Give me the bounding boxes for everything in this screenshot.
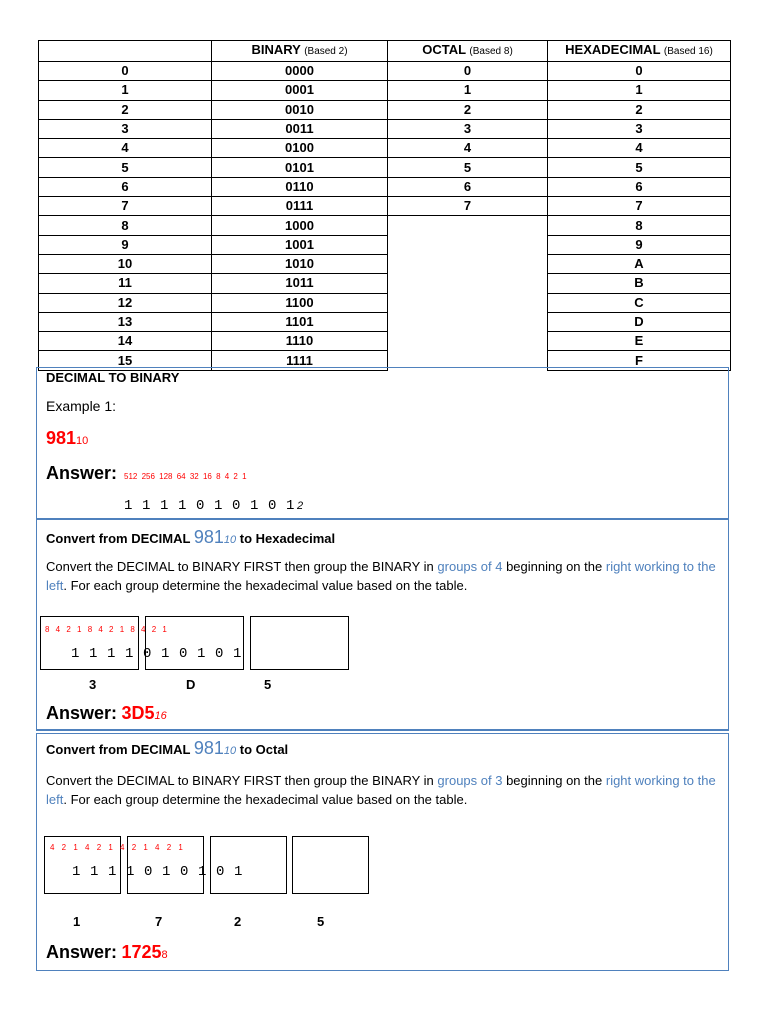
section-title: Convert from DECIMAL 98110 to Hexadecimal bbox=[46, 527, 336, 547]
cell-decimal: 6 bbox=[39, 177, 212, 196]
cell-binary: 1110 bbox=[212, 332, 388, 351]
cell-binary: 1111 bbox=[212, 351, 388, 370]
cell-decimal: 2 bbox=[39, 100, 212, 119]
cell-octal: 5 bbox=[388, 158, 548, 177]
decimal-to-octal-panel bbox=[36, 733, 729, 971]
cell-octal: 4 bbox=[388, 139, 548, 158]
cell-binary: 1101 bbox=[212, 312, 388, 331]
cell-octal: 6 bbox=[388, 177, 548, 196]
table-row bbox=[39, 293, 731, 312]
cell-octal: 2 bbox=[388, 100, 548, 119]
table-row bbox=[39, 100, 731, 119]
cell-decimal: 10 bbox=[39, 254, 212, 273]
group-digit: 3 bbox=[89, 677, 97, 692]
cell-binary: 0100 bbox=[212, 139, 388, 158]
table-row bbox=[39, 139, 731, 158]
cell-decimal: 12 bbox=[39, 293, 212, 312]
cell-hexadecimal: B bbox=[548, 274, 731, 293]
cell-hexadecimal: 3 bbox=[548, 119, 731, 138]
cell-octal: 1 bbox=[388, 81, 548, 100]
cell-hexadecimal: A bbox=[548, 254, 731, 273]
cell-hexadecimal: 8 bbox=[548, 216, 731, 235]
cell-decimal: 4 bbox=[39, 139, 212, 158]
cell-octal: 0 bbox=[388, 62, 548, 81]
instructions: Convert the DECIMAL to BINARY FIRST then group the BINARY in groups of 3 beginning on the right working to the left. For each group determine the hexadecimal value based on the table. bbox=[46, 773, 716, 807]
table-row bbox=[39, 119, 731, 138]
group-digit: 5 bbox=[264, 677, 272, 692]
group-digit: D bbox=[186, 677, 196, 692]
section-divider bbox=[36, 730, 729, 731]
place-value-weights: 4 2 1 4 2 1 4 2 1 4 2 1 bbox=[50, 843, 183, 852]
cell-decimal: 1 bbox=[39, 81, 212, 100]
cell-binary: 1001 bbox=[212, 235, 388, 254]
table-row bbox=[39, 197, 731, 216]
cell-hexadecimal: F bbox=[548, 351, 731, 370]
cell-binary: 1100 bbox=[212, 293, 388, 312]
table-row bbox=[39, 254, 731, 273]
cell-binary: 0101 bbox=[212, 158, 388, 177]
binary-bits: 1 1 1 1 0 1 0 1 0 1 bbox=[71, 646, 243, 662]
group-digit: 1 bbox=[73, 914, 81, 929]
cell-binary: 0011 bbox=[212, 119, 388, 138]
cell-binary: 1000 bbox=[212, 216, 388, 235]
group-digit: 5 bbox=[317, 914, 325, 929]
conversion-table bbox=[38, 40, 731, 371]
cell-hexadecimal: D bbox=[548, 312, 731, 331]
decimal-to-binary-panel bbox=[36, 367, 729, 519]
group-digit: 2 bbox=[234, 914, 242, 929]
cell-hexadecimal: 7 bbox=[548, 197, 731, 216]
table-header bbox=[39, 41, 731, 62]
cell-binary: 0001 bbox=[212, 81, 388, 100]
group-digit: 7 bbox=[155, 914, 163, 929]
cell-hexadecimal: 2 bbox=[548, 100, 731, 119]
answer-label: Answer: bbox=[46, 463, 118, 483]
cell-decimal: 11 bbox=[39, 274, 212, 293]
header-decimal bbox=[39, 41, 212, 62]
cell-binary: 1010 bbox=[212, 254, 388, 273]
table-row bbox=[39, 332, 731, 351]
cell-octal: 7 bbox=[388, 197, 548, 216]
cell-decimal: 8 bbox=[39, 216, 212, 235]
cell-octal: 3 bbox=[388, 119, 548, 138]
section-title: DECIMAL TO BINARY bbox=[46, 370, 180, 385]
example-number: 98110 bbox=[46, 428, 89, 448]
decimal-to-hex-panel bbox=[36, 519, 729, 730]
binary-result: 1 1 1 1 0 1 0 1 0 1 2 bbox=[124, 498, 304, 514]
header-hexadecimal: HEXADECIMAL (Based 16) bbox=[548, 41, 731, 62]
cell-decimal: 14 bbox=[39, 332, 212, 351]
table-row bbox=[39, 81, 731, 100]
triad-box bbox=[292, 836, 369, 894]
cell-decimal: 13 bbox=[39, 312, 212, 331]
cell-binary: 0110 bbox=[212, 177, 388, 196]
cell-octal-empty bbox=[388, 216, 548, 370]
answer: Answer: 3D516 bbox=[46, 703, 167, 723]
cell-decimal: 0 bbox=[39, 62, 212, 81]
nibble-box bbox=[250, 616, 349, 670]
cell-hexadecimal: E bbox=[548, 332, 731, 351]
cell-hexadecimal: 6 bbox=[548, 177, 731, 196]
answer: Answer: 17258 bbox=[46, 942, 168, 962]
table-row bbox=[39, 235, 731, 254]
place-value-weights: 8 4 2 1 8 4 2 1 8 4 2 1 bbox=[45, 625, 167, 634]
cell-decimal: 9 bbox=[39, 235, 212, 254]
cell-hexadecimal: 5 bbox=[548, 158, 731, 177]
cell-decimal: 7 bbox=[39, 197, 212, 216]
cell-binary: 0010 bbox=[212, 100, 388, 119]
place-value-weights: 512 256 128 64 32 16 8 4 2 1 bbox=[124, 472, 247, 481]
cell-decimal: 15 bbox=[39, 351, 212, 370]
table-row bbox=[39, 158, 731, 177]
cell-decimal: 3 bbox=[39, 119, 212, 138]
binary-bits: 1 1 1 1 0 1 0 1 0 1 bbox=[72, 864, 244, 880]
cell-binary: 0000 bbox=[212, 62, 388, 81]
cell-hexadecimal: C bbox=[548, 293, 731, 312]
cell-binary: 0111 bbox=[212, 197, 388, 216]
table-row bbox=[39, 216, 731, 235]
header-octal: OCTAL (Based 8) bbox=[388, 41, 548, 62]
table-body bbox=[39, 62, 731, 371]
instructions: Convert the DECIMAL to BINARY FIRST then group the BINARY in groups of 4 beginning on the right working to the left. For each group determine the hexadecimal value based on the table. bbox=[46, 559, 716, 593]
table-row bbox=[39, 274, 731, 293]
section-title: Convert from DECIMAL 98110 to Octal bbox=[46, 738, 289, 758]
header-binary: BINARY (Based 2) bbox=[212, 41, 388, 62]
cell-decimal: 5 bbox=[39, 158, 212, 177]
example-label: Example 1: bbox=[46, 398, 117, 414]
table-row bbox=[39, 177, 731, 196]
cell-hexadecimal: 1 bbox=[548, 81, 731, 100]
cell-hexadecimal: 4 bbox=[548, 139, 731, 158]
table-row bbox=[39, 62, 731, 81]
cell-hexadecimal: 0 bbox=[548, 62, 731, 81]
cell-binary: 1011 bbox=[212, 274, 388, 293]
table-row bbox=[39, 312, 731, 331]
cell-hexadecimal: 9 bbox=[548, 235, 731, 254]
